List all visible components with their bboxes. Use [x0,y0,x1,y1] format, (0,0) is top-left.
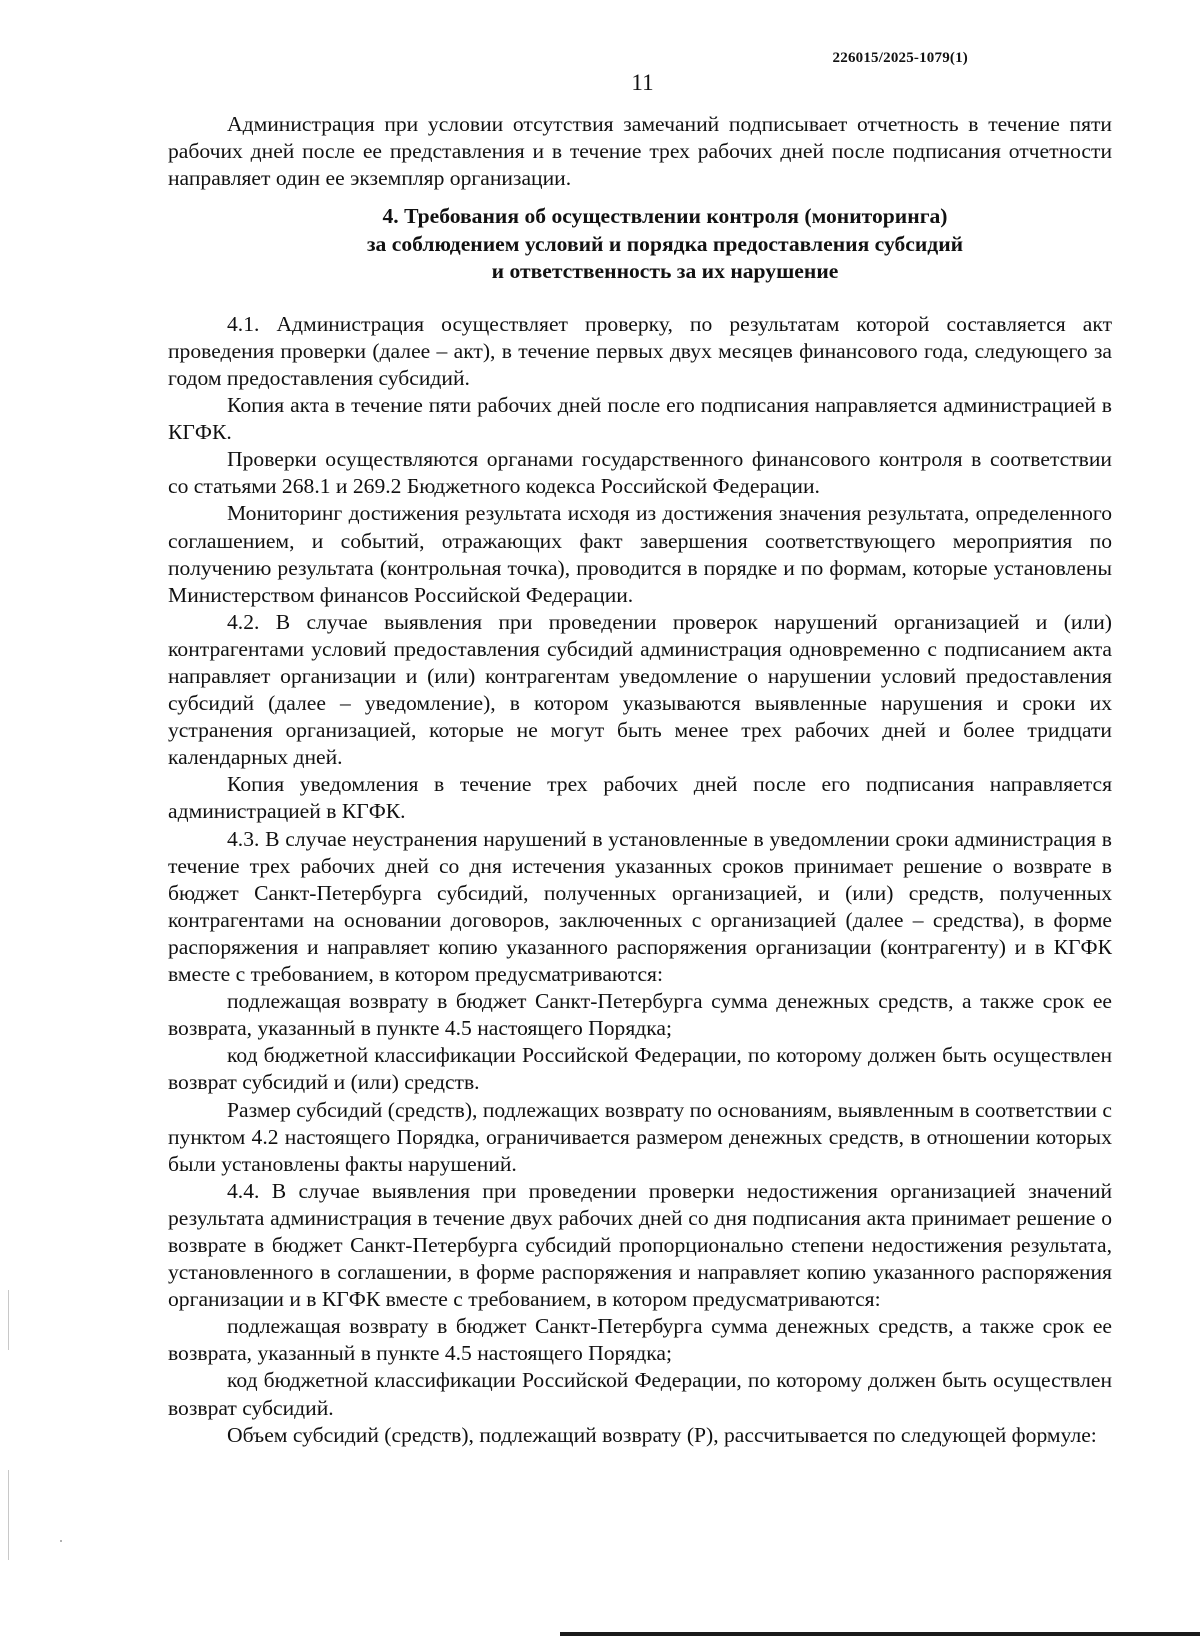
scan-speck [60,1540,62,1542]
paragraph-4-1-checks: Проверки осуществляются органами государственного финансового контроля в соответствии со статьями 268.1 и 269.2 Бюджетного кодекса Российской Федерации. [168,447,1112,499]
paragraph-4-3-code: код бюджетной классификации Российской Федерации, по которому должен быть осуществлен возврат субсидий и (или) средств. [168,1043,1112,1095]
section-title-line: за соблюдением условий и порядка предоставления субсидий [366,231,964,256]
paragraph-4-4-volume: Объем субсидий (средств), подлежащий возврату (Р), рассчитывается по следующей формуле: [227,1422,1097,1447]
paragraph-4-1-monitoring: Мониторинг достижения результата исходя из достижения значения результата, определенного соглашением, и событий, отражающих факт завершения соответствующего мероприятия по получению результата (контрольная точка), проводится в порядке и по формам, которые установлены Министерством финансов Российской Федерации. [168,501,1112,607]
paragraph-4-3-amount: подлежащая возврату в бюджет Санкт-Петербурга сумма денежных средств, а также срок ее возврата, указанный в пункте 4.5 настоящего Порядка; [168,989,1112,1041]
section-title-line: 4. Требования об осуществлении контроля (мониторинга) [382,204,948,229]
paragraph-4-1-act-copy: Копия акта в течение пяти рабочих дней после его подписания направляется администрацией в КГФК. [168,393,1112,445]
paragraph-4-4-code: код бюджетной классификации Российской Федерации, по которому должен быть осуществлен возврат субсидий. [168,1368,1112,1420]
paragraph-4-1: 4.1. Администрация осуществляет проверку, по результатам которой составляется акт проведения проверки (далее – акт), в течение первых двух месяцев финансового года, следующего за годом предоставления субсидий. [168,311,1112,390]
document-registration-number: 226015/2025-1079(1) [832,50,968,66]
document-body [168,111,1112,1449]
scan-binding-mark [8,1470,9,1560]
paragraph-4-3: 4.3. В случае неустранения нарушений в установленные в уведомлении сроки администрация в течение трех рабочих дней со дня истечения указанных сроков принимает решение о возврате в бюджет Санкт-Петербурга субсидий, полученных организацией, и (или) средств, полученных контрагентами на основании договоров, заключенных с организацией (далее – средства), в форме распоряжения и направляет копию указанного распоряжения организации (контрагенту) и в КГФК вместе с требованием, в котором предусматриваются: [168,826,1112,987]
paragraph-4-3-size: Размер субсидий (средств), подлежащих возврату по основаниям, выявленным в соответствии с пунктом 4.2 настоящего Порядка, ограничивается размером денежных средств, в отношении которых были установлены факты нарушений. [168,1097,1112,1176]
section-title [168,203,1112,286]
paragraph-intro: Администрация при условии отсутствия замечаний подписывает отчетность в течение пяти рабочих дней после ее представления и в течение трех рабочих дней после подписания отчетности направляет один ее экземпляр организации. [168,112,1112,191]
scan-bottom-edge [560,1632,1200,1636]
paragraph-4-4-amount: подлежащая возврату в бюджет Санкт-Петербурга сумма денежных средств, а также срок ее возврата, указанный в пункте 4.5 настоящего Порядка; [168,1314,1112,1366]
paragraph-4-2-notice-copy: Копия уведомления в течение трех рабочих дней после его подписания направляется администрацией в КГФК. [168,772,1112,824]
scan-binding-mark [8,1290,9,1350]
paragraph-4-2: 4.2. В случае выявления при проведении проверок нарушений организацией и (или) контрагентами условий предоставления субсидий администрация одновременно с подписанием акта направляет организации и (или) контрагентам уведомление о нарушении условий предоставления субсидий (далее – уведомление), в котором указываются выявленные нарушения и сроки их устранения организацией, которые не могут быть менее трех рабочих дней и более тридцати календарных дней. [168,609,1112,770]
section-title-line: и ответственность за их нарушение [491,259,839,284]
page-number: 11 [631,70,654,95]
paragraph-4-4: 4.4. В случае выявления при проведении проверки недостижения организацией значений результата администрация в течение двух рабочих дней со дня подписания акта принимает решение о возврате в бюджет Санкт-Петербурга субсидий пропорционально степени недостижения результата, установленного в соглашении, в форме распоряжения и направляет копию указанного распоряжения организации и в КГФК вместе с требованием, в котором предусматриваются: [168,1178,1112,1312]
